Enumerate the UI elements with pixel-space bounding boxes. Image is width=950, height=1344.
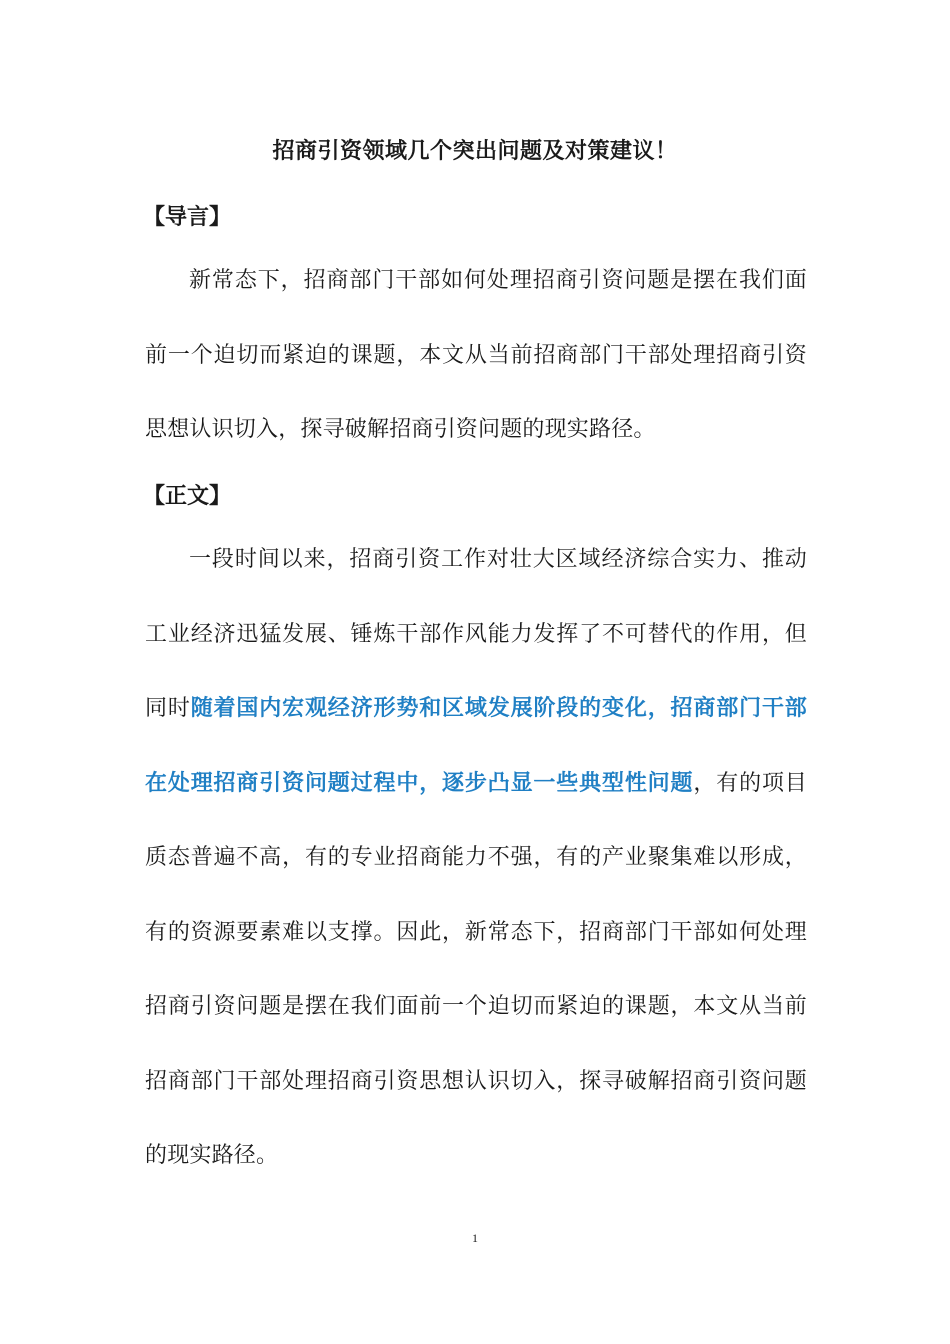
body-paragraph (145, 523, 807, 1194)
document-title: 招商引资领域几个突出问题及对策建议！ (272, 139, 678, 164)
intro-paragraph: 新常态下，招商部门干部如何处理招商引资问题是摆在我们面前一个迫切而紧迫的课题，本文从当前招商部门干部处理招商引资思想认识切入，探寻破解招商引资问题的现实路径。 (145, 268, 807, 442)
intro-heading: 【导言】 (143, 205, 232, 230)
body-text-part1: 一段时间以来，招商引资工作对壮大区域经济综合实力、推动工业经济迅猛发展、锤炼干部作风能力发挥了不可替代的作用，但同时 (145, 547, 807, 721)
body-heading: 【正文】 (143, 484, 232, 509)
highlighted-text: 随着国内宏观经济形势和区域发展阶段的变化，招商部门干部在处理招商引资问题过程中，逐步凸显一些典型性问题 (145, 696, 807, 796)
page-number: 1 (472, 1231, 478, 1245)
body-text-part2: ，有的项目质态普遍不高，有的专业招商能力不强，有的产业聚集难以形成，有的资源要素难以支撑。因此，新常态下，招商部门干部如何处理招商引资问题是摆在我们面前一个迫切而紧迫的课题，本文从当前招商部门干部处理招商引资思想认识切入，探寻破解招商引资问题的现实路径。 (145, 770, 807, 1168)
